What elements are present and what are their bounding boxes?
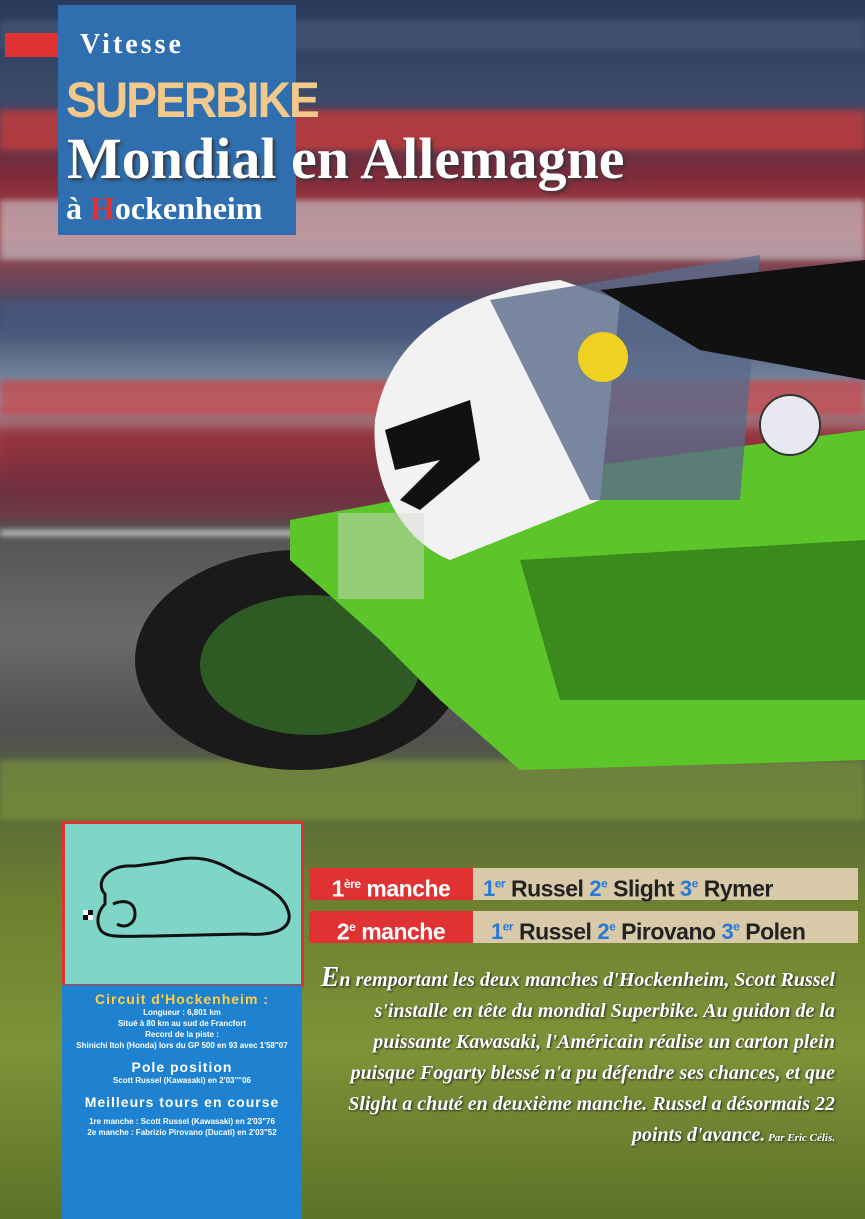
article-lede — [310, 962, 835, 1154]
lap-2: 2e manche : Fabrizio Pirovano (Ducati) en 2'03"52 — [87, 1128, 277, 1137]
handlebar-grip — [578, 332, 628, 382]
dropcap: E — [320, 962, 340, 993]
record-label: Record de la piste : — [145, 1030, 219, 1039]
headline-sub-initial: H — [90, 190, 115, 226]
result-values-2: 1er Russel 2e Pirovano 3e Polen — [473, 911, 858, 943]
pole-title: Pole position — [131, 1059, 233, 1075]
lap-1: 1re manche : Scott Russel (Kawasaki) en 2'03"76 — [89, 1117, 275, 1126]
headline: Mondial en Allemagne — [67, 126, 625, 191]
result-values-1: 1er Russel 2e Slight 3e Rymer — [473, 868, 858, 900]
track-outline-icon — [65, 824, 301, 984]
track-record: Shinichi Itoh (Honda) lors du GP 500 en 93 avec 1'58"07 — [76, 1041, 288, 1050]
circuit-info-panel — [62, 985, 302, 1219]
series-title: SUPERBIKE — [66, 72, 318, 128]
lede-text: n remportant les deux manches d'Hockenheim, Scott Russel s'installe en tête du mondial Superbike. Au guidon de la puissante Kawasaki, l'Américain réalise un carton plein puisque Fogarty blessé n'a pu défendre ses chances, et que Slight a chuté en deuxième manche. Russel a désormais 22 points d'avance. — [339, 969, 835, 1146]
circuit-location: Situé à 80 km au sud de Francfort — [117, 1019, 247, 1028]
result-label-1: 1ère manche — [309, 868, 473, 900]
author-byline: Par Eric Célis. — [765, 1132, 835, 1144]
result-label-2: 2e manche — [309, 911, 473, 943]
sponsor-emblem — [760, 395, 820, 455]
section-label: Vitesse — [80, 29, 184, 60]
laps-title: Meilleurs tours en course — [84, 1094, 280, 1110]
watermark — [338, 513, 424, 599]
circuit-map — [62, 821, 304, 987]
result-row-1 — [309, 868, 858, 900]
headline-sub: à Hockenheim — [66, 190, 263, 226]
pole-value: Scott Russel (Kawasaki) en 2'03""06 — [113, 1076, 251, 1085]
result-row-2 — [309, 911, 858, 943]
circuit-length: Longueur : 6,801 km — [143, 1008, 221, 1017]
circuit-title: Circuit d'Hockenheim : — [95, 991, 269, 1007]
fairing-shadow — [520, 540, 865, 700]
